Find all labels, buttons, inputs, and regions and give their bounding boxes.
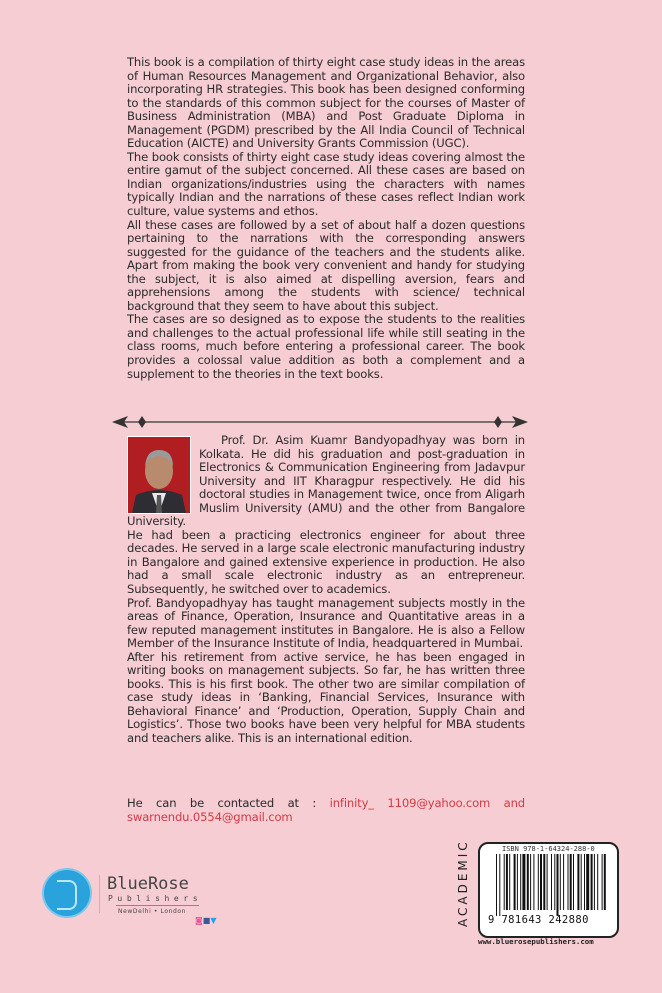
isbn-barcode [478,842,619,938]
social-icons [195,916,216,925]
blurb-paragraph: All these cases are followed by a set of about half a dozen questions pertaining to the narrations with the corresponding answers suggested for the guidance of the teachers and the students alike. Apart from making the book very convenient and handy for studying the subject, it is also aimed at dispelling aversion, fears and apprehensions among the students with science/ technical background that they seem to have about this subject. [127,217,525,313]
blurb-paragraph: The cases are so designed as to expose the students to the realities and challenges to the actual professional life while still seating in the class rooms, much before entering a professional career. The book provides a colossal value addition as both a complement and a supplement to the theories in the text books. [127,312,525,381]
instagram-icon[interactable]: ◙ [195,916,203,925]
publisher-subtitle: Publishers [108,894,203,903]
contact-label: He can be contacted at : [127,796,330,810]
bio-paragraph: Prof. Dr. Asim Kuamr Bandyopadhyay was born in Kolkata. He did his graduation and post-graduation in Electronics & Communication Engineering from Jadavpur University and IIT Kharagpur respectively. He did his doctoral studies in Management twice, once from Aligarh Muslim University (AMU) and the other from Bangalore University. [127,433,525,529]
bio-paragraph: He had been a practicing electronics engineer for about three decades. He served in a large scale electronic manufacturing industry in Bangalore and gained extensive experience in production. He also had a small scale electronic industry as an entrepreneur. Subsequently, he switched over to academics. [127,527,525,597]
contact-info [127,797,525,824]
email-link[interactable]: swarnendu.0554@gmail.com [127,809,293,824]
publisher-underline [116,905,199,906]
publisher-url[interactable]: www.bluerosepublishers.com [478,937,594,946]
facebook-icon[interactable]: ■ [202,916,211,925]
contact-joiner: and [490,796,525,810]
blurb-paragraph: This book is a compilation of thirty eight case study ideas in the areas of Human Resources Management and Organizational Behavior, also incorporating HR strategies. This book has been designed conforming to the standards of this common subject for the courses of Master of Business Administration (MBA) and Post Graduate Diploma in Management (PGDM) prescribed by the All India Council of Technical Education (AICTE) and University Grants Commission (UGC). [127,55,525,151]
email-link[interactable]: infinity_ 1109@yahoo.com [329,796,491,810]
blurb-paragraph: The book consists of thirty eight case study ideas covering almost the entire gamut of the subject concerned. All these cases are based on Indian organizations/industries using the characters with names typically Indian and the narrations of these cases reflect Indian work culture, value systems and ethos. [127,149,525,219]
logo-separator [99,875,100,913]
barcode-number: 9 781643 242880 [488,914,589,926]
bio-paragraph: Prof. Bandyopadhyay has taught management subjects mostly in the areas of Finance, Operation, Insurance and Quantitative areas in a few reputed management institutes in Bangalore. He is also a Fellow Member of the Insurance Institute of India, headquartered in Mumbai. [127,595,525,651]
category-label: ACADEMIC [456,839,470,927]
bio-paragraph: After his retirement from active service, he has been engaged in writing books on management subjects. So far, he has written three books. This is his first book. The other two are similar compilation of case study ideas in ‘Banking, Financial Services, Insurance with Behavioral Finance’ and ‘Production, Operation, Supply Chain and Logistics’. Those two books have been very helpful for MBA students and teachers alike. This is an international edition. [127,649,525,746]
barcode-bars [496,854,606,916]
ornamental-divider [112,414,528,430]
publisher-name: BlueRose [107,874,189,894]
publisher-logo-icon [44,870,90,916]
book-blurb [127,56,525,381]
author-bio [127,434,525,746]
isbn-text: ISBN 978-1-64324-288-0 [502,845,595,853]
twitter-icon[interactable]: ▼ [210,916,217,925]
publisher-cities: NewDelhi • London [118,908,187,915]
author-photo [127,436,191,514]
